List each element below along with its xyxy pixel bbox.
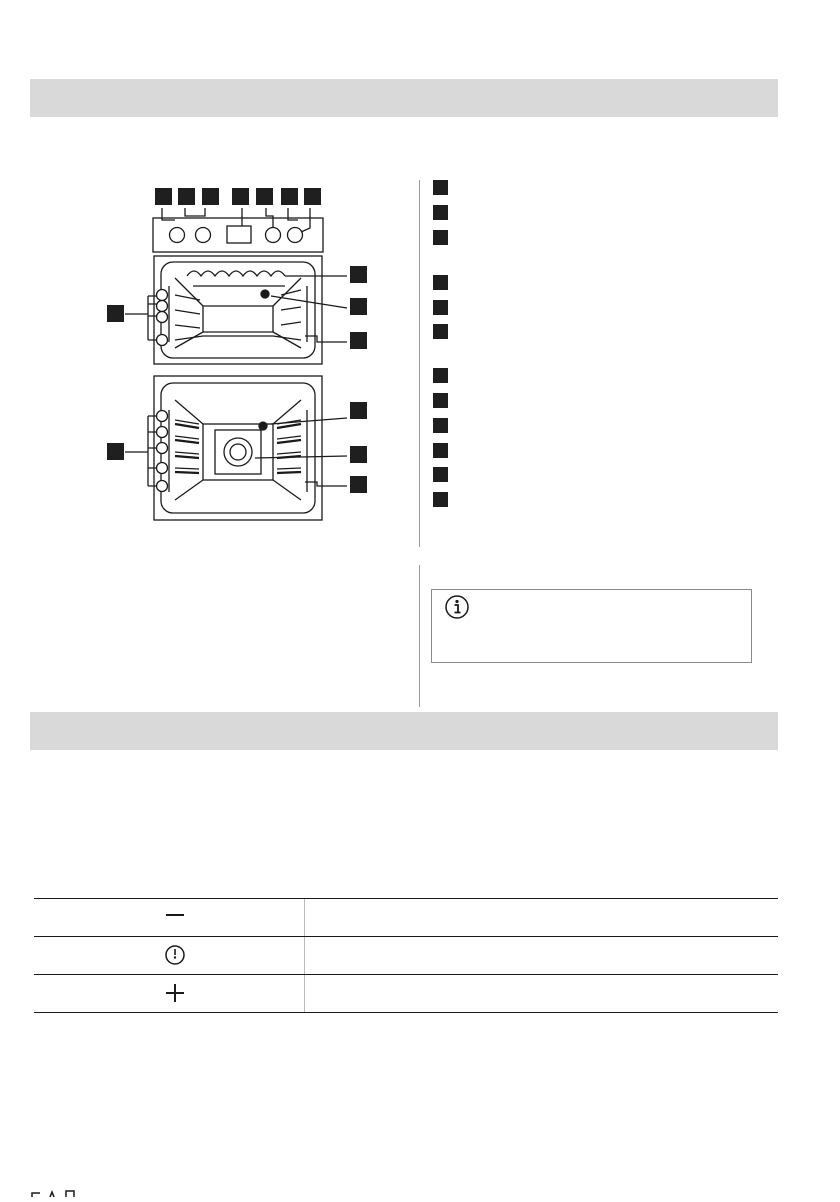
- section-heading-bar-product-description: [30, 79, 778, 117]
- legend-number-7: [433, 368, 448, 383]
- key-name: [34, 937, 144, 974]
- table-row: [34, 936, 778, 974]
- legend-number-11: [433, 467, 448, 482]
- plus-icon: [162, 981, 188, 1007]
- column-divider: [419, 180, 420, 547]
- legend-number-2: [433, 205, 448, 220]
- legend-number-4: [433, 275, 448, 290]
- key-name: [34, 899, 144, 936]
- legend-number-9: [433, 418, 448, 433]
- table-row: [34, 974, 778, 1013]
- page-footer: [30, 1184, 80, 1192]
- info-icon: [444, 594, 470, 625]
- key-function: [304, 937, 778, 974]
- legend-number-8: [433, 393, 448, 408]
- key-function: [304, 975, 778, 1012]
- legend-number-6: [433, 324, 448, 339]
- legend-number-5: [433, 300, 448, 315]
- key-name: [34, 975, 144, 1012]
- legend-number-1: [433, 180, 448, 195]
- minus-icon: [162, 905, 188, 931]
- table-row: [34, 898, 778, 936]
- double-oven-diagram: [95, 180, 395, 530]
- clock-icon: [162, 943, 188, 969]
- key-function: [304, 899, 778, 936]
- legend-number-12: [433, 492, 448, 507]
- keys-table: [34, 898, 778, 1013]
- legend-number-10: [433, 443, 448, 458]
- info-note-box: [431, 589, 752, 663]
- column-divider: [419, 565, 420, 707]
- section-heading-bar-control-panel: [30, 712, 778, 750]
- legend-number-3: [433, 230, 448, 245]
